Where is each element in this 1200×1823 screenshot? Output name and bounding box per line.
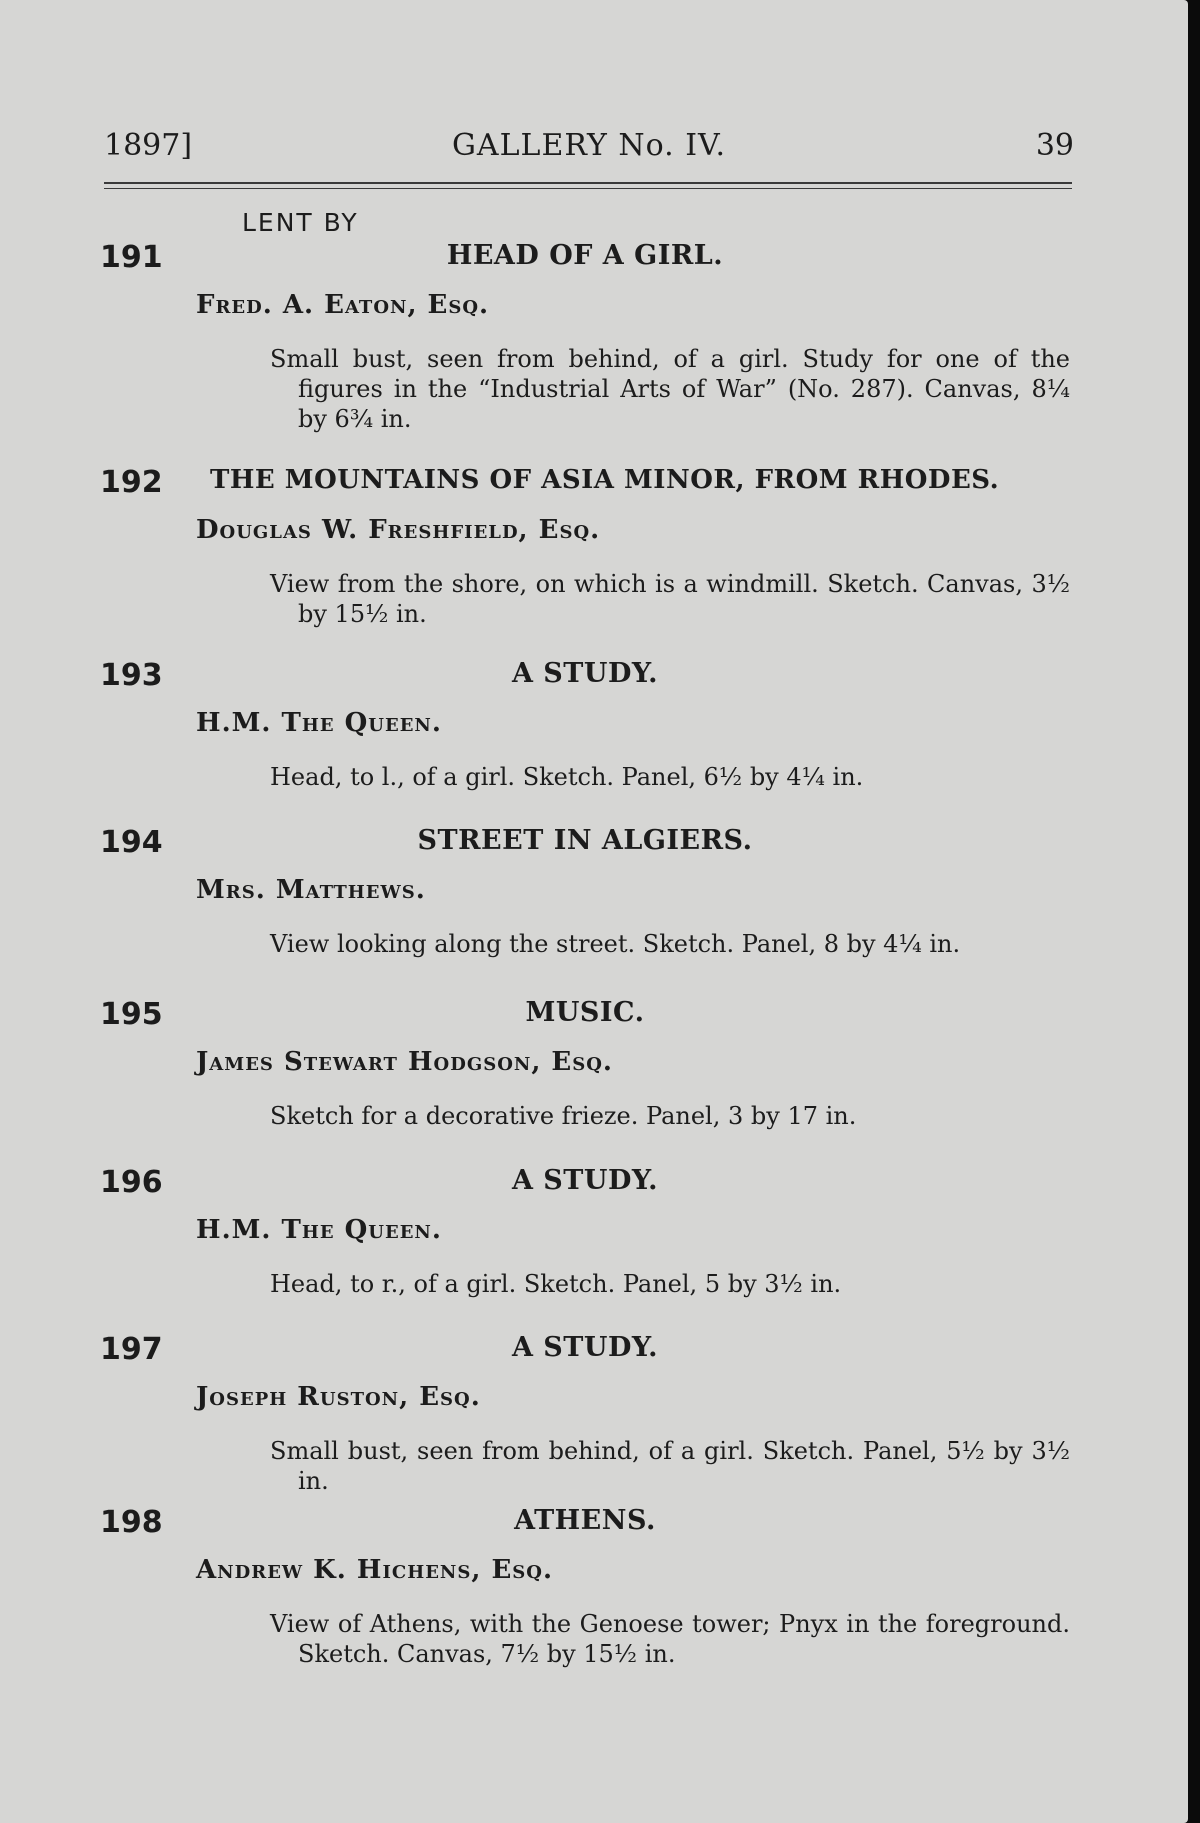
entry-number: 195 (100, 997, 163, 1032)
entry-description: View from the shore, on which is a windmill. Sketch. Canvas, 3½ by 15½ in. (270, 570, 1070, 628)
entry-title: THE MOUNTAINS OF ASIA MINOR, FROM RHODES. (210, 465, 1000, 495)
header-title: GALLERY No. IV. (451, 128, 727, 163)
entry-description: Small bust, seen from behind, of a girl. Sketch. Panel, 5½ by 3½ in. (270, 1437, 1070, 1495)
header-year: 1897] (104, 128, 193, 163)
entry-number: 194 (100, 825, 163, 860)
entry-number: 191 (100, 240, 163, 275)
entry-number: 196 (100, 1165, 163, 1200)
lent-by-label: LENT BY (242, 208, 359, 237)
entry-number: 192 (100, 465, 163, 500)
entry-lender: Douglas W. Freshfield, Esq. (196, 515, 601, 545)
entry-description: Small bust, seen from behind, of a girl. Study for one of the figures in the “Industrial Arts of War” (No. 287). Canvas, 8¼ by 6¾ in. (270, 345, 1070, 433)
page-number: 39 (1035, 128, 1074, 163)
entry-title: ATHENS. (514, 1505, 656, 1536)
entry-title: A STUDY. (511, 1165, 659, 1196)
header-rule (104, 182, 1072, 184)
entry-title: A STUDY. (511, 1332, 659, 1363)
entry-number: 198 (100, 1505, 163, 1540)
entry-lender: Fred. A. Eaton, Esq. (196, 290, 490, 320)
entry-description: Head, to l., of a girl. Sketch. Panel, 6½ by 4¼ in. (270, 763, 864, 791)
entry-description: View of Athens, with the Genoese tower; Pnyx in the foreground. Sketch. Canvas, 7½ by 15½ in. (270, 1610, 1070, 1668)
entry-number: 193 (100, 658, 163, 693)
entry-lender: James Stewart Hodgson, Esq. (196, 1047, 613, 1077)
entry-lender: Andrew K. Hichens, Esq. (196, 1555, 554, 1585)
entry-description: View looking along the street. Sketch. Panel, 8 by 4¼ in. (270, 930, 961, 958)
entry-title: HEAD OF A GIRL. (446, 240, 724, 271)
page-header (104, 128, 1074, 168)
entry-description: Head, to r., of a girl. Sketch. Panel, 5 by 3½ in. (270, 1270, 842, 1298)
entry-lender: Joseph Ruston, Esq. (196, 1382, 481, 1412)
entry-lender: H.M. The Queen. (196, 1215, 442, 1245)
entry-lender: Mrs. Matthews. (196, 875, 426, 905)
entry-lender: H.M. The Queen. (196, 708, 442, 738)
entry-title: STREET IN ALGIERS. (417, 825, 753, 856)
entry-title: MUSIC. (525, 997, 645, 1028)
entry-number: 197 (100, 1332, 163, 1367)
entry-title: A STUDY. (511, 658, 659, 689)
header-rule-thin (104, 188, 1072, 189)
entry-description: Sketch for a decorative frieze. Panel, 3 by 17 in. (270, 1102, 857, 1130)
